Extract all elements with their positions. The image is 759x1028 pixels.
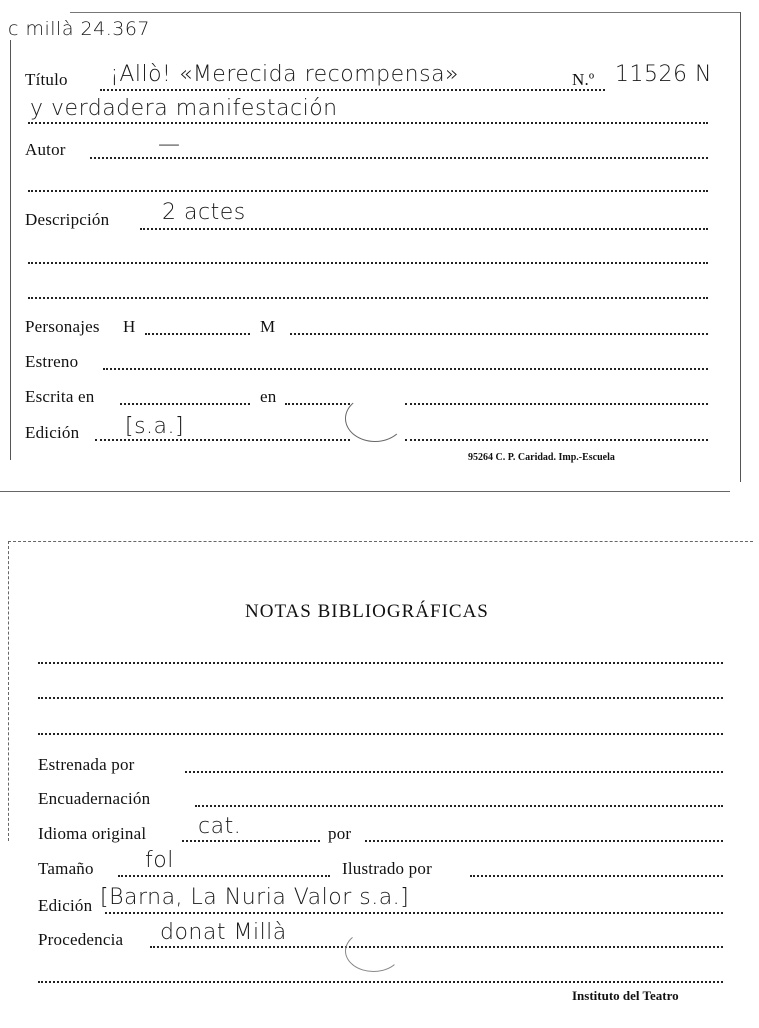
edicion2-label: Edición (38, 896, 93, 915)
notas-line-2 (38, 697, 723, 699)
descripcion-label: Descripción (25, 210, 110, 229)
escrita-label: Escrita en (25, 387, 95, 406)
procedencia-label: Procedencia (38, 930, 124, 949)
punch-hole-mark-2 (345, 930, 402, 972)
estreno-line (103, 368, 708, 370)
titulo-line (100, 89, 605, 91)
titulo-line-2 (28, 122, 708, 124)
tamano-value: fol (145, 848, 174, 873)
punch-hole-mark (345, 395, 405, 442)
idioma-value: cat. (198, 814, 242, 839)
h-line (145, 333, 250, 335)
escrita-line (120, 403, 250, 405)
descripcion-line-2 (28, 262, 708, 264)
notas-line-3 (38, 733, 723, 735)
procedencia-value: donat Millà (160, 920, 287, 945)
m-label: M (260, 317, 276, 336)
autor-line-2 (28, 190, 708, 192)
tamano-label: Tamaño (38, 859, 94, 878)
edicion2-line (105, 912, 723, 914)
edicion-line-right (405, 439, 708, 441)
estrenada-line (185, 771, 723, 773)
idioma-line (182, 840, 320, 842)
card1-right-border (740, 12, 741, 482)
card1-bottom-border (0, 491, 730, 492)
titulo-value: ¡Allò! «Merecida recompensa» (110, 62, 460, 87)
encuadernacion-label: Encuadernación (38, 789, 151, 808)
en-line (285, 403, 350, 405)
edicion-line (95, 439, 350, 441)
tamano-line (118, 875, 330, 877)
descripcion-line (140, 228, 708, 230)
idioma-label: Idioma original (38, 824, 147, 843)
printer-imprint: 95264 C. P. Caridad. Imp.-Escuela (468, 452, 615, 463)
autor-value: — (158, 132, 181, 157)
notas-line-1 (38, 662, 723, 664)
card1-left-border (10, 40, 11, 460)
procedencia-line-2 (38, 981, 723, 983)
encuadernacion-line (195, 805, 723, 807)
corner-note: c millà 24.367 (8, 18, 150, 40)
estreno-label: Estreno (25, 352, 79, 371)
m-line (290, 333, 708, 335)
descripcion-value: 2 actes (162, 200, 246, 225)
card1-top-border (70, 12, 740, 13)
h-label: H (123, 317, 136, 336)
ilustrado-line (470, 875, 723, 877)
card2-left-border (8, 541, 9, 841)
descripcion-line-3 (28, 297, 708, 299)
titulo-label: Título (25, 70, 68, 89)
por-line (365, 840, 723, 842)
autor-label: Autor (25, 140, 66, 159)
card2-top-border (8, 541, 753, 542)
en-line-right (405, 403, 708, 405)
edicion2-value: [Barna, La Nuria Valor s.a.] (100, 885, 410, 910)
personajes-label: Personajes (25, 317, 100, 336)
autor-line (90, 157, 708, 159)
edicion-value: [s.a.] (125, 414, 185, 439)
edicion-label: Edición (25, 423, 80, 442)
titulo-value-2: y verdadera manifestación (30, 96, 338, 121)
en-label: en (260, 387, 277, 406)
institution-footer: Instituto del Teatro (572, 988, 679, 1003)
numero-value: 11526 N (615, 62, 712, 87)
por-label: por (328, 824, 352, 843)
numero-label: N.º (572, 70, 595, 89)
ilustrado-label: Ilustrado por (342, 859, 432, 878)
notas-heading: NOTAS BIBLIOGRÁFICAS (245, 601, 489, 622)
procedencia-line (150, 946, 723, 948)
estrenada-label: Estrenada por (38, 755, 135, 774)
